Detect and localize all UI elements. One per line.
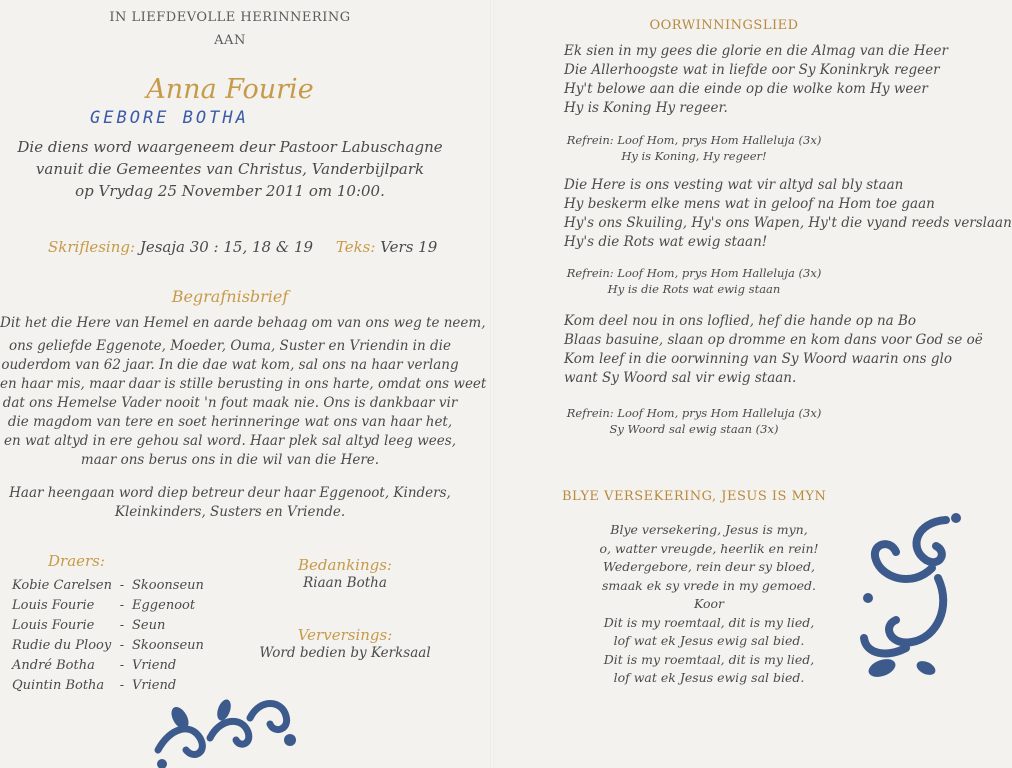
- thanks-value: Riaan Botha: [303, 575, 387, 591]
- hymn1-refrain3: [554, 405, 834, 437]
- hymn-line: lof wat ek Jesus ewig sal bied.: [613, 633, 805, 648]
- left-page: [0, 0, 490, 768]
- heading-line2: AAN: [214, 33, 246, 48]
- hymn1-verse3: [564, 312, 983, 388]
- text-value: Vers 19: [380, 238, 438, 256]
- hymn-line: Dit is my roemtaal, dit is my lied,: [603, 651, 815, 667]
- bearer-row: [12, 616, 204, 636]
- bearer-dash: -: [119, 638, 125, 653]
- deceased-name: Anna Fourie: [146, 74, 314, 105]
- hymn-line: Wedergebore, rein deur sy bloed,: [603, 559, 815, 574]
- bearer-dash: -: [119, 618, 125, 633]
- hymn-line: Kom deel nou in ons loflied, hef die hande op na Bo: [564, 313, 917, 329]
- bearer-row: [12, 656, 204, 676]
- refrain-line: Refrein: Loof Hom, prys Hom Halleluja (3x): [566, 406, 822, 420]
- refrain-line: Sy Woord sal ewig staan (3x): [609, 422, 779, 436]
- bearers-title: Draers:: [48, 552, 105, 570]
- bearer-name: André Botha: [12, 658, 95, 673]
- bearer-dash: -: [119, 658, 125, 673]
- burial-line: en haar mis, maar daar is stille berusting in ons harte, omdat ons weet: [0, 376, 487, 392]
- burial-letter: [0, 314, 487, 470]
- bearer-role: Skoonseun: [132, 578, 204, 593]
- hymn-line: Blye versekering, Jesus is myn,: [610, 522, 808, 537]
- hymn-line: smaak ek sy vrede in my gemoed.: [602, 577, 816, 593]
- burial-line: ouderdom van 62 jaar. In die dae wat kom, sal ons na haar verlang: [1, 357, 459, 373]
- hymn1-title: OORWINNINGSLIED: [649, 18, 799, 33]
- mourn-line: Haar heengaan word diep betreur deur haar Eggenoot, Kinders,: [9, 485, 451, 501]
- hymn-line: Hy's ons Skuiling, Hy's ons Wapen, Hy't die vyand reeds verslaan: [564, 215, 1012, 231]
- burial-line: dat ons Hemelse Vader nooit 'n fout maak nie. Ons is dankbaar vir: [2, 395, 458, 411]
- burial-line: en wat altyd in ere gehou sal word. Haar plek sal altyd leeg wees,: [3, 433, 456, 449]
- hymn1-refrain2: [554, 265, 834, 297]
- hymn2-body: [584, 521, 834, 688]
- hymn-line: Die Here is ons vesting wat vir altyd sal bly staan: [564, 177, 904, 193]
- reading-label: Skriflesing:: [48, 238, 136, 256]
- hymn2-title: BLYE VERSEKERING, JESUS IS MYN: [562, 489, 827, 504]
- bearer-row: [12, 636, 204, 656]
- hymn1-verse1: [564, 42, 948, 118]
- swirl-ornament-icon: [856, 508, 962, 688]
- bearer-name: Louis Fourie: [12, 598, 95, 613]
- refresh-block: [240, 626, 450, 663]
- reading-value: Jesaja 30 : 15, 18 & 19: [139, 238, 314, 256]
- bearer-name: Kobie Carelsen: [12, 578, 112, 593]
- hymn1-verse2: [564, 176, 1012, 252]
- burial-line: die magdom van tere en soet herinneringe wat ons van haar het,: [7, 414, 453, 430]
- burial-title: Begrafnisbrief: [171, 287, 289, 306]
- bearer-dash: -: [119, 678, 125, 693]
- burial-line: ons geliefde Eggenote, Moeder, Ouma, Suster en Vriendin in die: [9, 338, 451, 354]
- service-line: vanuit die Gemeentes van Christus, Vanderbijlpark: [35, 160, 425, 178]
- hymn-line: Hy is Koning Hy regeer.: [564, 100, 728, 116]
- hymn1-refrain1: [554, 132, 834, 164]
- service-details: [0, 136, 460, 202]
- refrain-line: Hy is Koning, Hy regeer!: [621, 149, 767, 163]
- burial-line: Dit het die Here van Hemel en aarde behaag om van ons weg te neem,: [0, 315, 486, 331]
- service-line: Die diens word waargeneem deur Pastoor Labuschagne: [17, 138, 443, 156]
- bearer-name: Quintin Botha: [12, 678, 105, 693]
- hymn-line: Hy beskerm elke mens wat in geloof na Hom toe gaan: [564, 196, 935, 212]
- reading-row: [48, 238, 437, 256]
- hymn-line: want Sy Woord sal vir ewig staan.: [564, 370, 797, 386]
- hymn-line: o, watter vreugde, heerlik en rein!: [599, 540, 819, 556]
- refresh-value: Word bedien by Kerksaal: [259, 645, 431, 661]
- bearer-name: Louis Fourie: [12, 618, 95, 633]
- refrain-line: Refrein: Loof Hom, prys Hom Halleluja (3x): [566, 266, 822, 280]
- refresh-title: Verversings:: [297, 626, 393, 644]
- refrain-line: Refrein: Loof Hom, prys Hom Halleluja (3x): [566, 133, 822, 147]
- bearers-list: [12, 576, 204, 696]
- bearer-dash: -: [119, 598, 125, 613]
- bearer-role: Vriend: [132, 678, 177, 693]
- heading-line1: IN LIEFDEVOLLE HERINNERING: [109, 10, 351, 25]
- chorus-label: Koor: [693, 596, 725, 611]
- mourn-line: Kleinkinders, Susters en Vriende.: [114, 504, 346, 520]
- hymn-line: Die Allerhoogste wat in liefde oor Sy Koninkryk regeer: [564, 62, 940, 78]
- bearer-dash: -: [119, 578, 125, 593]
- thanks-title: Bedankings:: [297, 556, 392, 574]
- hymn-line: Kom leef in die oorwinning van Sy Woord waarin ons glo: [564, 351, 952, 367]
- hymn-line: lof wat ek Jesus ewig sal bied.: [613, 670, 805, 685]
- burial-line: maar ons berus ons in die wil van die Here.: [80, 452, 380, 468]
- thanks-block: [250, 556, 440, 593]
- hymn-line: Hy't belowe aan die einde op die wolke kom Hy weer: [564, 81, 928, 97]
- hymn-line: Hy's die Rots wat ewig staan!: [564, 234, 768, 250]
- bearer-role: Seun: [132, 618, 166, 633]
- right-page: [494, 0, 1012, 768]
- bearer-row: [12, 596, 204, 616]
- hymn-line: Ek sien in my gees die glorie en die Almag van die Heer: [564, 43, 948, 59]
- service-line: op Vrydag 25 November 2011 om 10:00.: [75, 182, 385, 200]
- bearer-role: Skoonseun: [132, 638, 204, 653]
- hymn-line: Dit is my roemtaal, dit is my lied,: [603, 614, 815, 630]
- bearer-role: Eggenoot: [132, 598, 196, 613]
- text-label: Teks:: [335, 238, 376, 256]
- swirl-ornament-icon: [150, 688, 300, 768]
- bearer-role: Vriend: [132, 658, 177, 673]
- handwritten-note: GEBORE BOTHA: [90, 108, 249, 128]
- mourn-notice: [0, 484, 460, 522]
- hymn-line: Blaas basuine, slaan op dromme en kom dans voor God se oë: [564, 332, 983, 348]
- bearer-row: [12, 576, 204, 596]
- bearer-name: Rudie du Plooy: [12, 638, 112, 653]
- refrain-line: Hy is die Rots wat ewig staan: [607, 282, 781, 296]
